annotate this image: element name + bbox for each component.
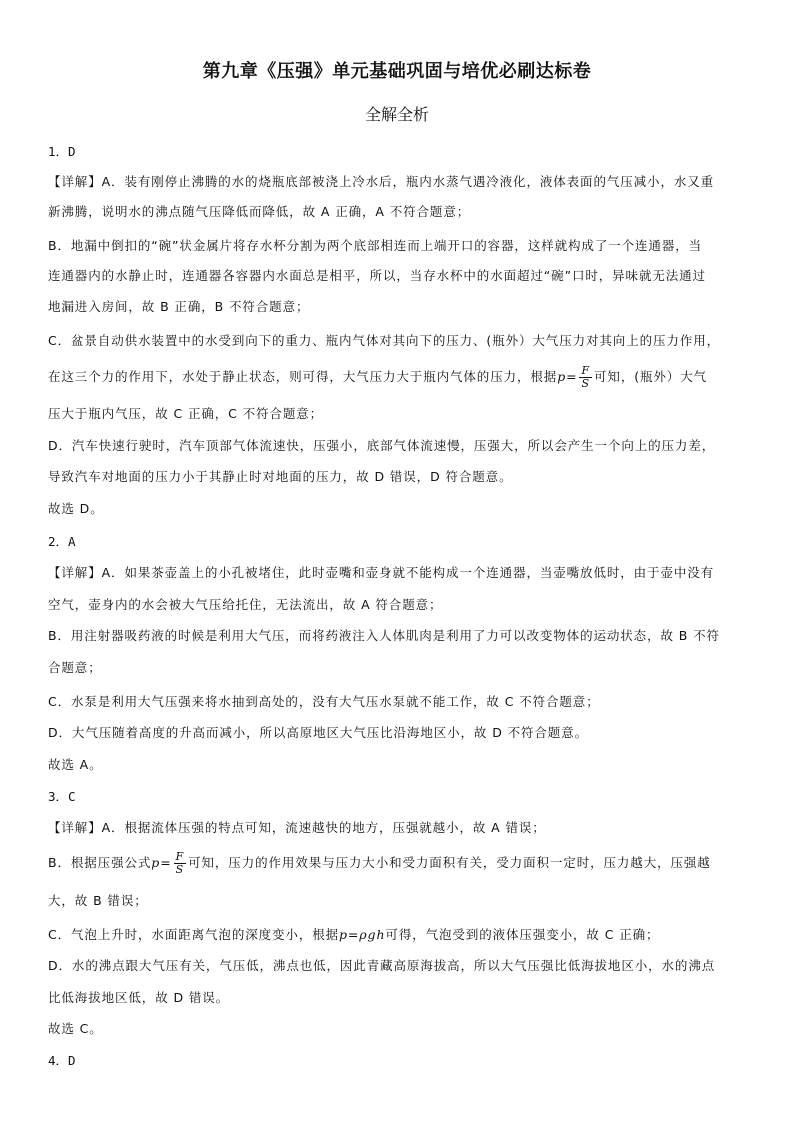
liquid-pressure-formula: p=ρgh bbox=[339, 927, 386, 942]
fraction-denominator: S bbox=[581, 377, 590, 390]
answer-3: 3．C bbox=[48, 789, 76, 804]
q1-line-6: C．盆景自动供水装置中的水受到向下的重力、瓶内气体对其向下的压力、(瓶外）大气压力对其向上的压力作用， bbox=[48, 333, 721, 348]
q3-line-3: 大，故 B 错误； bbox=[48, 893, 148, 908]
answer-2: 2．A bbox=[48, 534, 76, 549]
q2-line-6: D．大气压随着高度的升高而减小，所以高原地区大气压比沿海地区小，故 D 不符合题意。 bbox=[48, 725, 588, 740]
q1-line-2: 新沸腾，说明水的沸点随气压降低而降低，故 A 正确，A 不符合题意； bbox=[48, 204, 471, 219]
q1-line-7-text-a: 在这三个力的作用下，水处于静止状态，则可得，大气压力大于瓶内气体的压力，根据 bbox=[48, 369, 558, 384]
pressure-symbol: p bbox=[151, 855, 161, 870]
q2-line-5: C．水泵是利用大气压强来将水抽到高处的，没有大气压水泵就不能工作，故 C 不符合题意； bbox=[48, 694, 600, 709]
pressure-fraction bbox=[579, 365, 592, 390]
q1-line-3: B．地漏中倒扣的“碗”状金属片将存水杯分割为两个底部相连而上端开口的容器，这样就构成了一个连通器，当 bbox=[48, 238, 703, 253]
pressure-fraction bbox=[174, 851, 187, 876]
q1-line-7-text-b: 可知，(瓶外）大气 bbox=[594, 369, 708, 384]
q1-line-1: 【详解】A．装有刚停止沸腾的水的烧瓶底部被浇上冷水后，瓶内水蒸气遇冷液化，液体表面的气压减小，水又重 bbox=[48, 174, 715, 189]
q3-line-6: 比低海拔地区低，故 D 错误。 bbox=[48, 990, 230, 1005]
q3-line-1: 【详解】A．根据流体压强的特点可知，流速越快的地方，压强就越小，故 A 错误； bbox=[48, 820, 546, 835]
q1-line-7 bbox=[48, 362, 752, 392]
q1-line-5: 地漏进入房间，故 B 正确，B 不符合题意； bbox=[48, 299, 310, 314]
q3-line-2-text-b: 可知，压力的作用效果与压力大小和受力面积有关，受力面积一定时，压力越大，压强越 bbox=[188, 855, 711, 870]
q2-line-1: 【详解】A．如果茶壶盖上的小孔被堵住，此时壶嘴和壶身就不能构成一个连通器，当壶嘴放低时，由于壶中没有 bbox=[48, 565, 715, 580]
answer-4: 4．D bbox=[48, 1053, 76, 1068]
fraction-numerator: F bbox=[175, 850, 185, 863]
document-title: 第九章《压强》单元基础巩固与培优必刷达标卷 bbox=[202, 61, 592, 82]
q3-line-5: D．水的沸点跟大气压有关，气压低，沸点也低，因此青藏高原海拔高，所以大气压强比低海拔地区小，水的沸点 bbox=[48, 958, 716, 973]
answer-1: 1．D bbox=[48, 144, 76, 159]
q3-conclusion: 故选 C。 bbox=[48, 1021, 103, 1036]
q3-line-2-text-a: B．根据压强公式 bbox=[48, 855, 152, 870]
q2-line-3: B．用注射器吸药液的时候是利用大气压，而将药液注入人体肌肉是利用了力可以改变物体的运动状态，故 B 不符 bbox=[48, 628, 720, 643]
q2-line-4: 合题意； bbox=[48, 660, 102, 675]
q1-line-9: D．汽车快速行驶时，汽车顶部气体流速快，压强小，底部气体流速慢，压强大，所以会产生一个向上的压力差， bbox=[48, 438, 716, 453]
q3-line-4 bbox=[48, 926, 752, 944]
q1-conclusion: 故选 D。 bbox=[48, 501, 104, 516]
q3-line-2 bbox=[48, 848, 752, 878]
q1-line-10: 导致汽车对地面的压力小于其静止时对地面的压力，故 D 错误，D 符合题意。 bbox=[48, 469, 513, 484]
pressure-symbol: p bbox=[557, 369, 567, 384]
equals-sign: = bbox=[566, 369, 578, 384]
fraction-denominator: S bbox=[175, 863, 185, 876]
q1-line-4: 连通器内的水静止时，连通器各容器内水面总是相平，所以，当存水杯中的水面超过“碗”口时，异味就无法通过 bbox=[48, 268, 706, 283]
document-subtitle: 全解全析 bbox=[364, 105, 429, 124]
q3-line-4-text-a: C．气泡上升时，水面距离气泡的深度变小，根据 bbox=[48, 927, 340, 942]
equals-sign: = bbox=[160, 855, 172, 870]
fraction-numerator: F bbox=[581, 364, 591, 377]
q2-conclusion: 故选 A。 bbox=[48, 757, 103, 772]
q3-line-4-text-b: 可得，气泡受到的液体压强变小，故 C 正确； bbox=[385, 927, 660, 942]
q1-line-8: 压大于瓶内气压，故 C 正确，C 不符合题意； bbox=[48, 406, 324, 421]
q2-line-2: 空气，壶身内的水会被大气压给托住，无法流出，故 A 符合题意； bbox=[48, 597, 443, 612]
